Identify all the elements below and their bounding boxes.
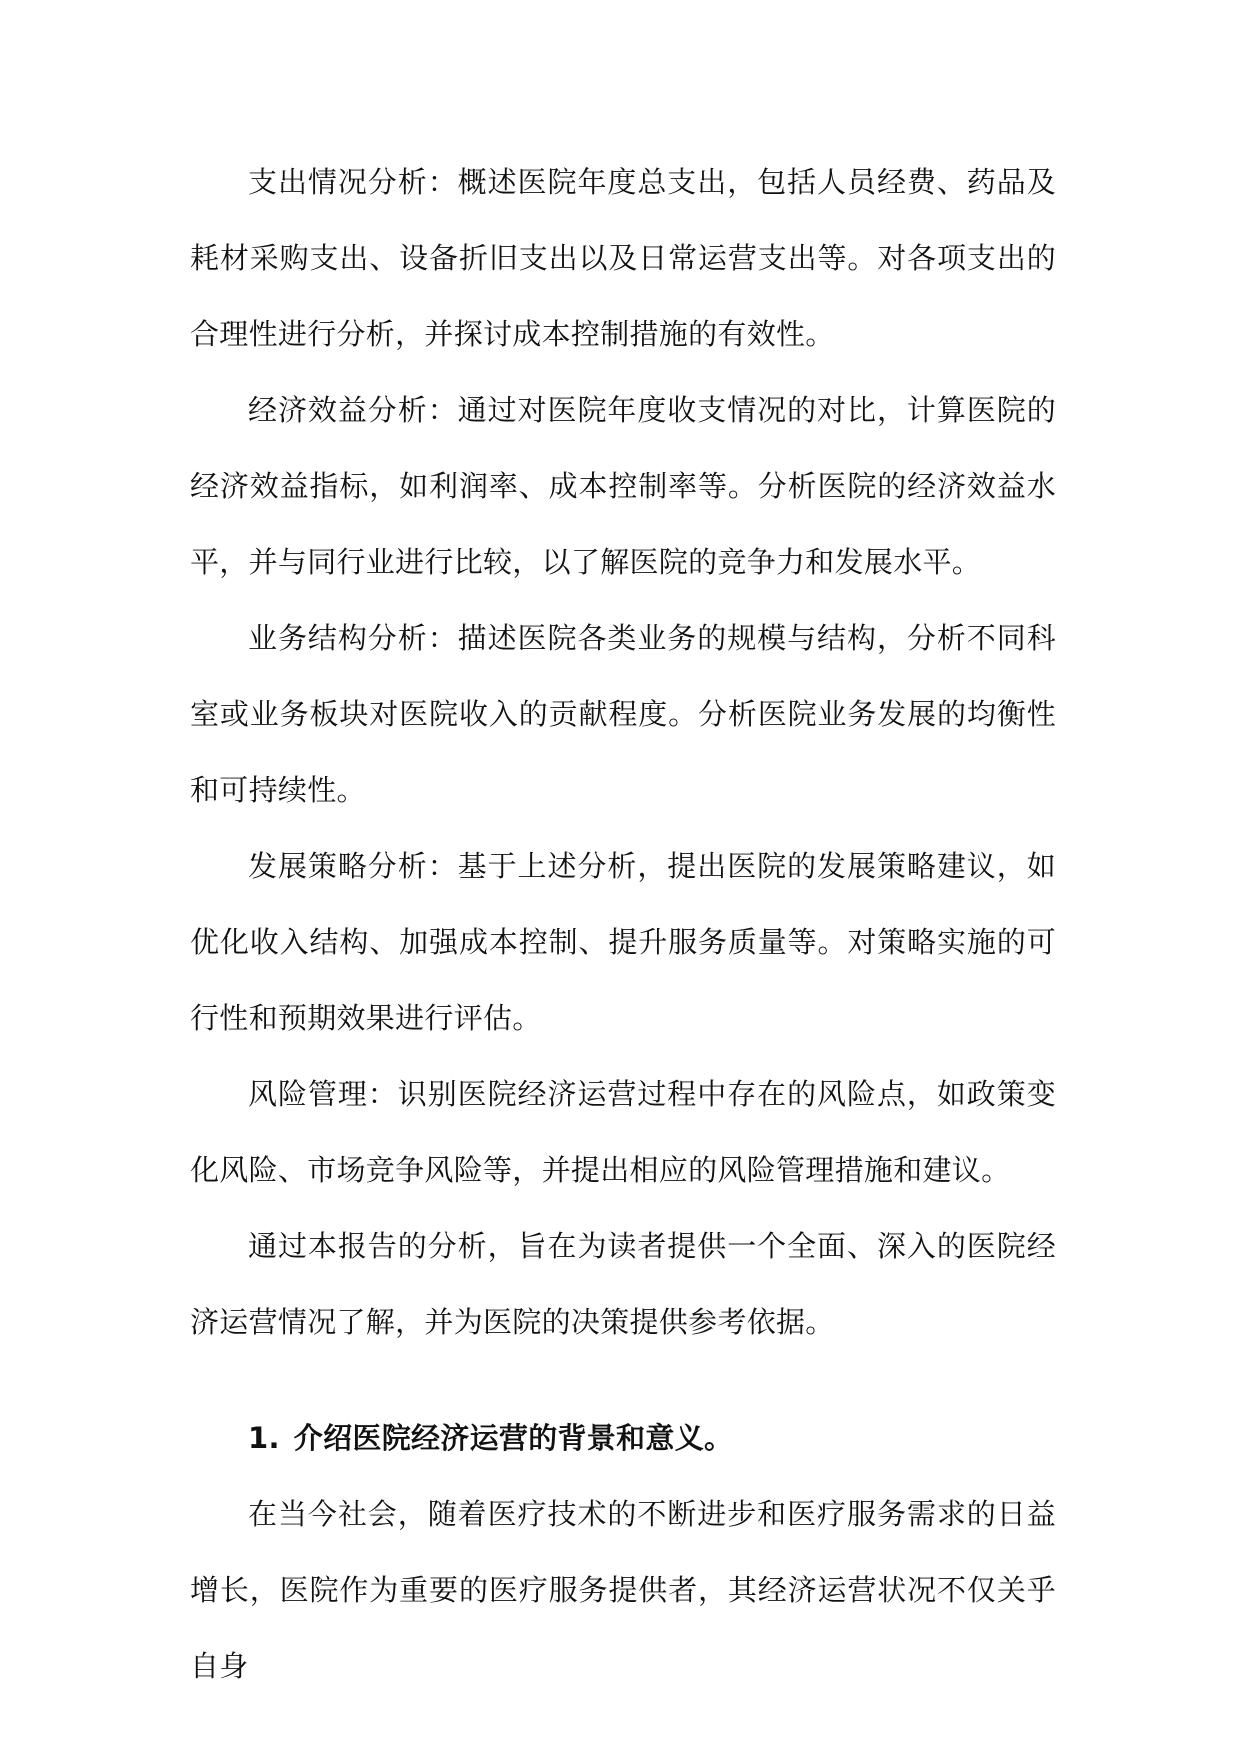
paragraph-section-intro: 在当今社会，随着医疗技术的不断进步和医疗服务需求的日益增长，医院作为重要的医疗服务提供者，其经济运营状况不仅关乎自身 [190, 1497, 1056, 1683]
paragraph-development-strategy-analysis: 发展策略分析：基于上述分析，提出医院的发展策略建议，如优化收入结构、加强成本控制、提升服务质量等。对策略实施的可行性和预期效果进行评估。 [190, 849, 1056, 1035]
section-title: 介绍医院经济运营的背景和意义。 [293, 1421, 734, 1455]
document-body [190, 144, 1056, 1704]
paragraph-report-purpose: 通过本报告的分析，旨在为读者提供一个全面、深入的医院经济运营情况了解，并为医院的决策提供参考依据。 [190, 1229, 1056, 1339]
paragraph-economic-benefit-analysis: 经济效益分析：通过对医院年度收支情况的对比，计算医院的经济效益指标，如利润率、成本控制率等。分析医院的经济效益水平，并与同行业进行比较，以了解医院的竞争力和发展水平。 [190, 393, 1056, 579]
section-heading [190, 1400, 1056, 1476]
section-number: 1. [248, 1421, 280, 1455]
paragraph-risk-management: 风险管理：识别医院经济运营过程中存在的风险点，如政策变化风险、市场竞争风险等，并提出相应的风险管理措施和建议。 [190, 1077, 1056, 1187]
paragraph-business-structure-analysis: 业务结构分析：描述医院各类业务的规模与结构，分析不同科室或业务板块对医院收入的贡献程度。分析医院业务发展的均衡性和可持续性。 [190, 621, 1056, 807]
paragraph-expenditure-analysis: 支出情况分析：概述医院年度总支出，包括人员经费、药品及耗材采购支出、设备折旧支出以及日常运营支出等。对各项支出的合理性进行分析，并探讨成本控制措施的有效性。 [190, 165, 1056, 351]
